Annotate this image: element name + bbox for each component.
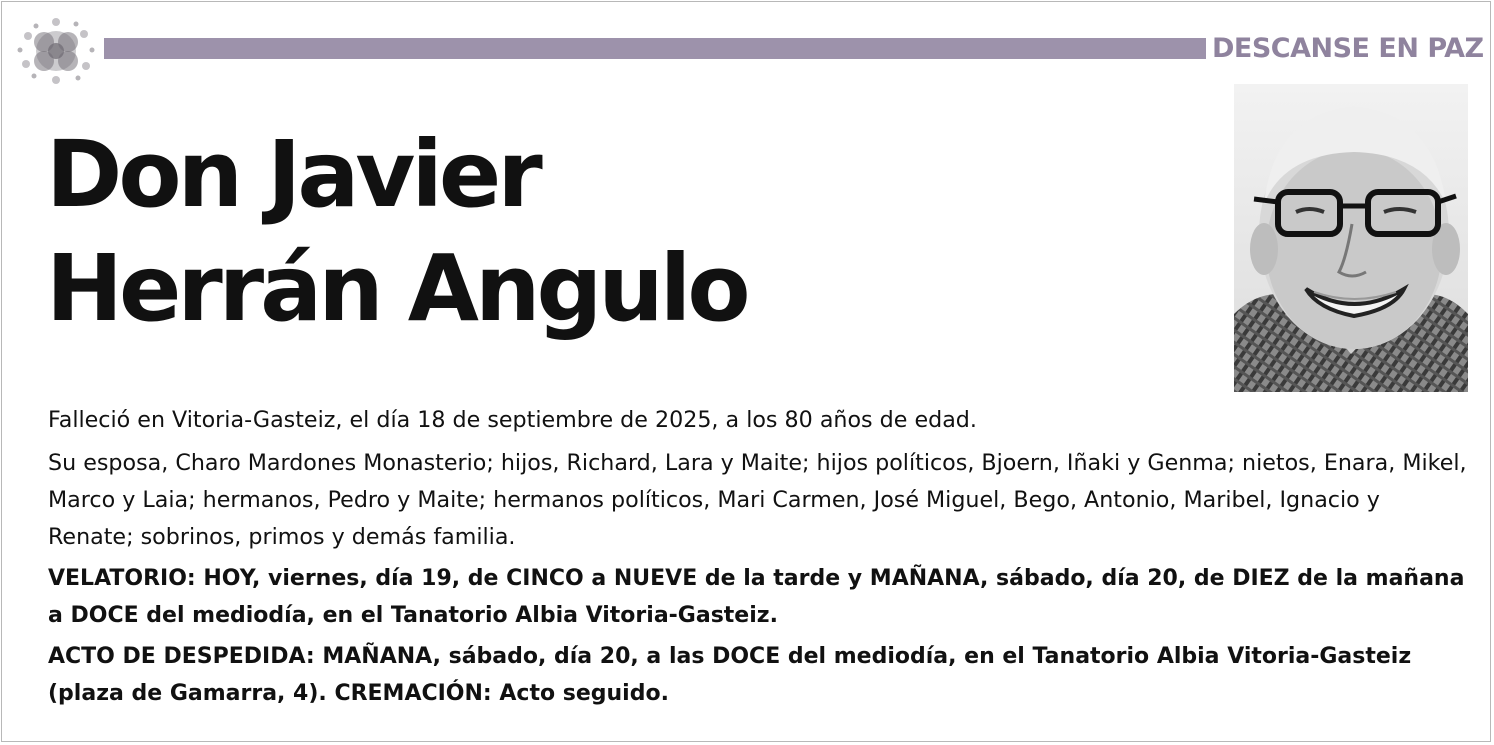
wake-paragraph: VELATORIO: HOY, viernes, día 19, de CINCO a NUEVE de la tarde y MAÑANA, sábado, día 20, de DIEZ de la mañana a DOCE del mediodía, en el Tanatorio Albia Vitoria-Gasteiz.: [48, 566, 1465, 628]
family-paragraph: Su esposa, Charo Mardones Monasterio; hijos, Richard, Lara y Maite; hijos políticos, Bjoern, Iñaki y Genma; nietos, Enara, Mikel, Marco y Laia; hermanos, Pedro y Maite; hermanos políticos, Mari Carmen, José Miguel, Bego, Antonio, Maribel, Ignacio y Renate; sobrinos, primos y demás familia.: [48, 450, 1467, 550]
rest-in-peace-label: DESCANSE EN PAZ: [1212, 33, 1484, 64]
portrait-photo-icon: [1234, 84, 1468, 392]
obituary-body: [48, 402, 1468, 712]
floral-emblem-icon: [14, 14, 98, 88]
farewell-paragraph: ACTO DE DESPEDIDA: MAÑANA, sábado, día 20, a las DOCE del mediodía, en el Tanatorio Albia Vitoria-Gasteiz (plaza de Gamarra, 4). CREMACIÓN: Acto seguido.: [48, 644, 1412, 706]
name-line-2: Herrán Angulo: [46, 235, 747, 342]
header-band: [104, 38, 1206, 59]
deceased-name: [46, 118, 747, 346]
name-line-1: Don Javier: [46, 121, 539, 228]
death-notice: Falleció en Vitoria-Gasteiz, el día 18 de septiembre de 2025, a los 80 años de edad.: [48, 407, 977, 433]
